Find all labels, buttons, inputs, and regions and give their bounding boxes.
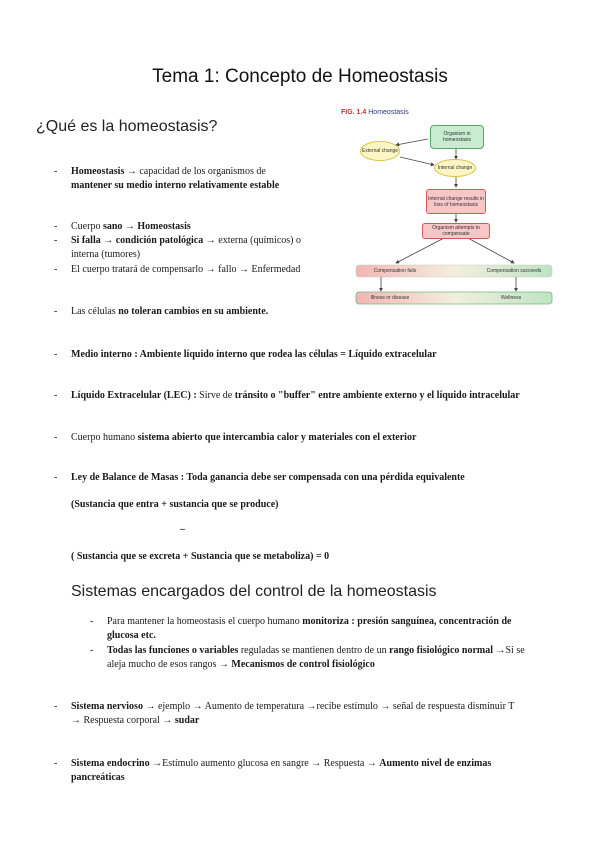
para-cuerpo-sano: - Cuerpo sano → Homeostasis bbox=[54, 221, 191, 232]
para-sistema-abierto: - Cuerpo humano sistema abierto que intercambia calor y materiales con el exterior bbox=[54, 432, 417, 443]
box-external-change: External change bbox=[360, 141, 400, 161]
box-organism-attempts: Organism attempts to compensate bbox=[422, 223, 490, 239]
para-si-falla: - Si falla → condición patológica → externa (químicos) o interna (tumores) bbox=[54, 235, 301, 260]
figure-label: FIG. 1.4 Homeostasis bbox=[341, 109, 409, 116]
equation-line-2: ( Sustancia que se excreta + Sustancia que se metaboliza) = 0 bbox=[71, 551, 330, 562]
para-compensar: - El cuerpo tratará de compensarlo → fallo → Enfermedad bbox=[54, 264, 301, 275]
bar-compensation-fails: Compensation fails bbox=[373, 268, 417, 274]
equation-line-1: (Sustancia que entra + sustancia que se produce) bbox=[71, 499, 279, 510]
para-homeostasis-def: - Homeostasis → capacidad de los organismos de mantener su medio interno relativamente estable bbox=[54, 166, 280, 191]
bullet-variables: - Todas las funciones o variables reguladas se mantienen dentro de un rango fisiológico normal →Si se aleja mucho de esos rangos → Mecanismos de control fisiológico bbox=[90, 645, 525, 670]
heading-what-is: ¿Qué es la homeostasis? bbox=[36, 118, 218, 135]
heading-systems: Sistemas encargados del control de la homeostasis bbox=[71, 583, 437, 600]
para-medio-interno: - Medio interno : Ambiente líquido interno que rodea las células = Líquido extracelular bbox=[54, 349, 437, 360]
para-celulas: - Las células no toleran cambios en su ambiente. bbox=[54, 306, 269, 317]
para-lec: - Líquido Extracelular (LEC) : Sirve de tránsito o "buffer" entre ambiente externo y el líquido intracelular bbox=[54, 390, 520, 401]
box-loss-homeostasis: Internal change results in loss of homeostasis bbox=[426, 189, 486, 214]
para-sistema-endocrino: - Sistema endocrino →Estímulo aumento glucosa en sangre → Respuesta → Aumento nivel de enzimas pancreáticas bbox=[54, 758, 492, 783]
homeostasis-figure bbox=[336, 105, 560, 310]
bar-wellness: Wellness bbox=[500, 295, 522, 301]
page-title: Tema 1: Concepto de Homeostasis bbox=[152, 66, 448, 87]
bar-illness: Illness or disease bbox=[370, 295, 410, 301]
bar-compensation-succeeds: Compensation succeeds bbox=[486, 268, 542, 274]
box-internal-change: Internal change bbox=[434, 159, 476, 177]
bullet-monitoriza: - Para mantener la homeostasis el cuerpo humano monitoriza : presión sanguínea, concentración de glucosa etc. bbox=[90, 616, 512, 641]
para-balance-masas: - Ley de Balance de Masas : Toda ganancia debe ser compensada con una pérdida equivalente bbox=[54, 472, 465, 483]
para-sistema-nervioso: - Sistema nervioso → ejemplo → Aumento de temperatura →recibe estímulo → señal de respuesta disminuir T → Respuesta corporal → sudar bbox=[54, 701, 515, 726]
box-organism-homeostasis: Organism in homeostasis bbox=[430, 125, 484, 149]
equation-minus: – bbox=[180, 524, 185, 535]
